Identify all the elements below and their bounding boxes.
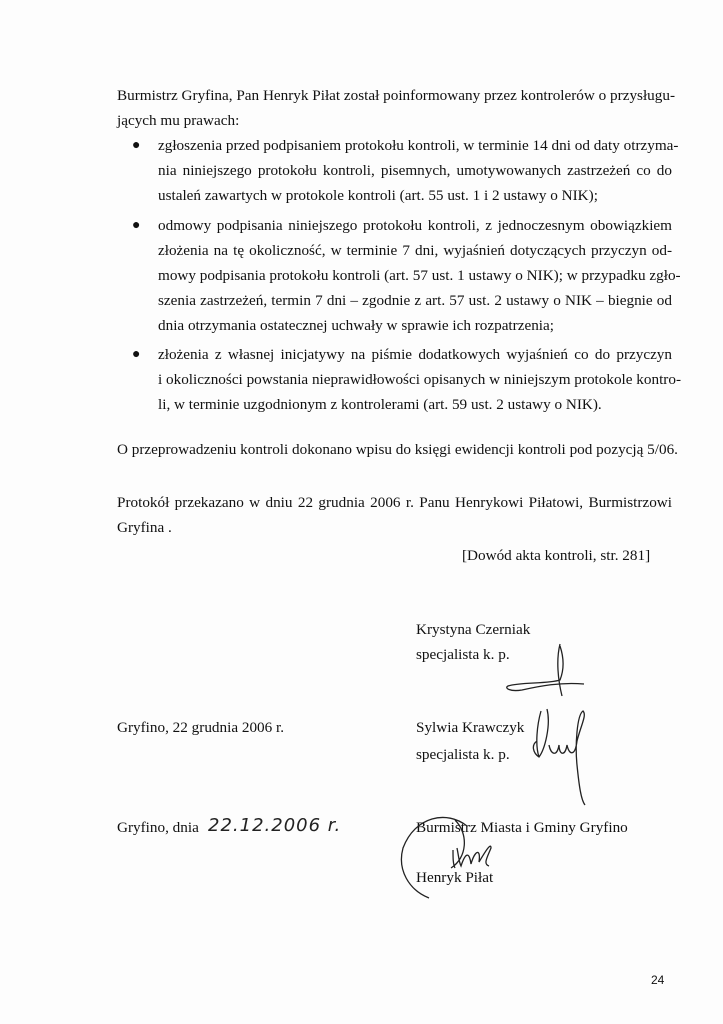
mayor-name: Henryk Piłat [416, 869, 494, 886]
bullet-icon: ● [132, 347, 141, 362]
handover-line-2: Gryfina . [117, 519, 172, 536]
right-1-line-2: nia niniejszego protokołu kontroli, pisemnych, umotywowanych zastrzeżeń co do [158, 162, 672, 179]
right-3-line-2: i okoliczności powstania nieprawidłowości opisanych w niniejszym protokole kontro- [158, 371, 682, 388]
page-number: 24 [651, 973, 665, 987]
bullet-icon: ● [132, 218, 141, 233]
right-2-line-2: złożenia na tę okoliczność, w terminie 7 dni, wyjaśnień dotyczących przyczyn od- [158, 242, 672, 259]
bullet-icon: ● [132, 138, 141, 153]
intro-line-1: Burmistrz Gryfina, Pan Henryk Piłat został poinformowany przez kontrolerów o przysługu- [117, 87, 676, 104]
inspector-2-name: Sylwia Krawczyk [416, 719, 525, 736]
signature-krawczyk [525, 705, 595, 810]
right-2-line-5: dnia otrzymania ostatecznej uchwały w sprawie ich rozpatrzenia; [158, 317, 554, 334]
right-2-line-1: odmowy podpisania niniejszego protokołu kontroli, z jednoczesnym obowiązkiem [158, 217, 672, 234]
signature-pilat [395, 808, 505, 903]
evidence-reference: [Dowód akta kontroli, str. 281] [462, 547, 651, 564]
inspector-1-title: specjalista k. p. [416, 646, 510, 663]
right-2-line-3: mowy podpisania protokołu kontroli (art. 57 ust. 1 ustawy o NIK); w przypadku zgło- [158, 267, 681, 284]
inspector-2-title: specjalista k. p. [416, 746, 510, 763]
handover-line-1: Protokół przekazano w dniu 22 grudnia 2006 r. Panu Henrykowi Piłatowi, Burmistrzowi [117, 494, 672, 511]
right-2-line-4: szenia zastrzeżeń, termin 7 dni – zgodnie z art. 57 ust. 2 ustawy o NIK – biegnie od [158, 292, 672, 309]
mayor-date-label: Gryfino, dnia [117, 819, 199, 836]
right-3-line-3: li, w terminie uzgodnionym z kontrolerami (art. 59 ust. 2 ustawy o NIK). [158, 396, 602, 413]
mayor-title: Burmistrz Miasta i Gminy Gryfino [416, 819, 628, 836]
signature-czerniak [500, 640, 590, 700]
registry-note: O przeprowadzeniu kontroli dokonano wpisu do księgi ewidencji kontroli pod pozycją 5/06. [117, 441, 678, 458]
handwritten-date: 22.12.2006 r. [208, 815, 342, 836]
intro-line-2: jących mu prawach: [117, 112, 240, 129]
right-1-line-1: zgłoszenia przed podpisaniem protokołu kontroli, w terminie 14 dni od daty otrzyma- [158, 137, 679, 154]
place-date: Gryfino, 22 grudnia 2006 r. [117, 719, 285, 736]
right-1-line-3: ustaleń zawartych w protokole kontroli (art. 55 ust. 1 i 2 ustawy o NIK); [158, 187, 598, 204]
inspector-1-name: Krystyna Czerniak [416, 621, 531, 638]
right-3-line-1: złożenia z własnej inicjatywy na piśmie dodatkowych wyjaśnień co do przyczyn [158, 346, 672, 363]
